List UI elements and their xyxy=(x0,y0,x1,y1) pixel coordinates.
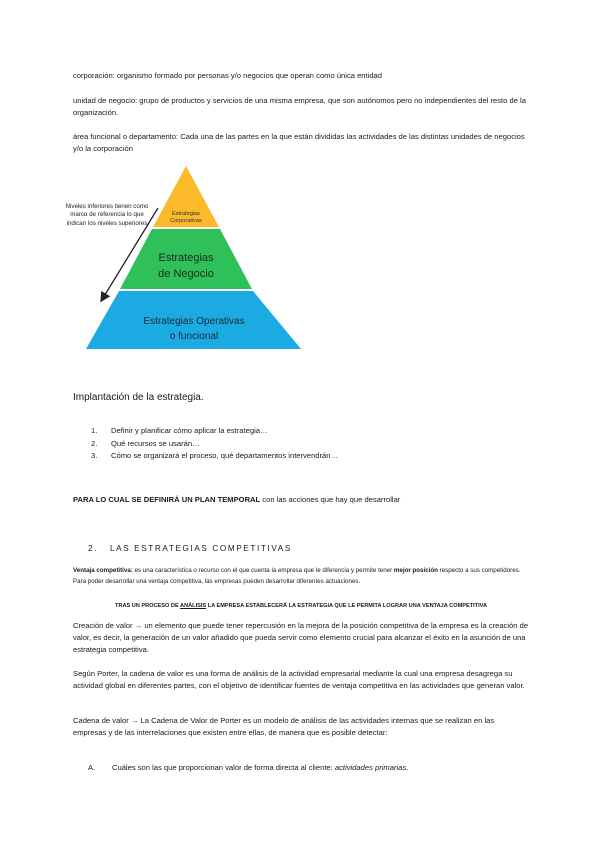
step-number: 1. xyxy=(91,426,98,435)
plan-temporal-bold: PARA LO CUAL SE DEFINIRÁ UN PLAN TEMPORAL xyxy=(73,495,261,504)
proceso-underlined: ANÁLISIS xyxy=(180,603,207,609)
section-2-heading xyxy=(88,544,292,553)
proceso-pre: TRAS UN PROCESO DE xyxy=(114,603,181,609)
step-number: 3. xyxy=(91,451,98,460)
step-text: Cómo se organizará el proceso, qué departamentos intervendrán… xyxy=(111,451,339,460)
item-a xyxy=(88,762,408,774)
ventaja-competitiva xyxy=(73,565,529,587)
ventaja-term: Ventaja competitiva: xyxy=(73,567,133,574)
pyramid-note: Niveles inferiores tienen como marco de referencia lo que indican los niveles superiores xyxy=(65,203,149,227)
pyramid-bottom-label-1: Estrategias Operativas xyxy=(143,316,245,327)
plan-temporal-rest: con las acciones que hay que desarrollar xyxy=(260,495,401,504)
pyramid-middle-label-1: Estrategias xyxy=(158,252,214,264)
cadena-valor: Cadena de valor → La Cadena de Valor de Porter es un modelo de análisis de las actividades internas que se realizan en las empresas y de las interrelaciones que existen entre ellas, de manera que es posible detectar: xyxy=(73,716,495,737)
step-number: 2. xyxy=(91,438,98,448)
item-a-emphasis: actividades primarias xyxy=(334,763,407,772)
item-a-letter: A. xyxy=(88,763,96,772)
step-text: Qué recursos se usarán… xyxy=(111,438,200,448)
pyramid-top-label-1: Estrategias xyxy=(172,211,200,217)
step-item xyxy=(73,425,513,438)
proceso-analisis xyxy=(73,601,529,611)
pyramid-top-label-2: Corporativas xyxy=(170,218,202,224)
creacion-valor: Creación de valor → un elemento que puede tener repercusión en la mejora de la posición competitiva de la empresa es la creación de valor, es decir, la generación de un valor añadido que pueda servir como elemento crucial para alcanzar el éxito en la asunción de una estrategia competitiva. xyxy=(73,621,529,654)
step-item xyxy=(73,438,513,451)
implantacion-title: Implantación de la estrategia. xyxy=(73,392,204,403)
strategy-pyramid xyxy=(60,160,310,355)
definition-area-funcional: área funcional o departamento: Cada una de las partes en la que están divididas las actividades de las distintas unidades de negocios y/o la corporación xyxy=(73,132,525,153)
section-title: LAS ESTRATEGIAS COMPETITIVAS xyxy=(110,544,292,553)
item-a-end: . xyxy=(406,763,409,772)
ventaja-text-end: respecto a sus competidores. Para poder desarrollar una ventaja competitiva, las empresas pueden desarrollar diferentes actuaciones. xyxy=(73,567,521,585)
step-text: Definir y planificar cómo aplicar la estrategia… xyxy=(111,426,268,435)
implantacion-steps xyxy=(73,425,513,463)
step-item xyxy=(73,450,513,463)
porter-cadena: Según Porter, la cadena de valor es una forma de análisis de la actividad empresarial mediante la cual una empresa desagrega su actividad global en diferentes partes, con el objetivo de identificar fuentes de ventaja competitiva en las actividades que generan valor. xyxy=(73,669,525,690)
definition-unidad-negocio: unidad de negocio: grupo de productos y servicios de una misma empresa, que son autónomos pero no independientes del resto de la organización. xyxy=(73,96,526,117)
plan-temporal xyxy=(73,494,529,506)
ventaja-text: es una característica o recurso con el que cuenta la empresa que le diferencia y permite tener xyxy=(132,567,394,574)
item-a-text: Cuáles son las que proporcionan valor de forma directa al cliente: xyxy=(112,763,335,772)
proceso-post: LA EMPRESA ESTABLECERÁ LA ESTRATEGIA QUE LE PERMITA LOGRAR UNA VENTAJA COMPETITIVA xyxy=(206,603,487,609)
pyramid-middle-label-2: de Negocio xyxy=(158,268,214,280)
definition-corporacion: corporación: organismo formado por personas y/o negocios que operan como única entidad xyxy=(73,71,383,80)
pyramid-bottom-label-2: o funcional xyxy=(169,331,219,342)
ventaja-emphasis: mejor posición xyxy=(393,567,438,574)
section-number: 2. xyxy=(88,544,99,553)
